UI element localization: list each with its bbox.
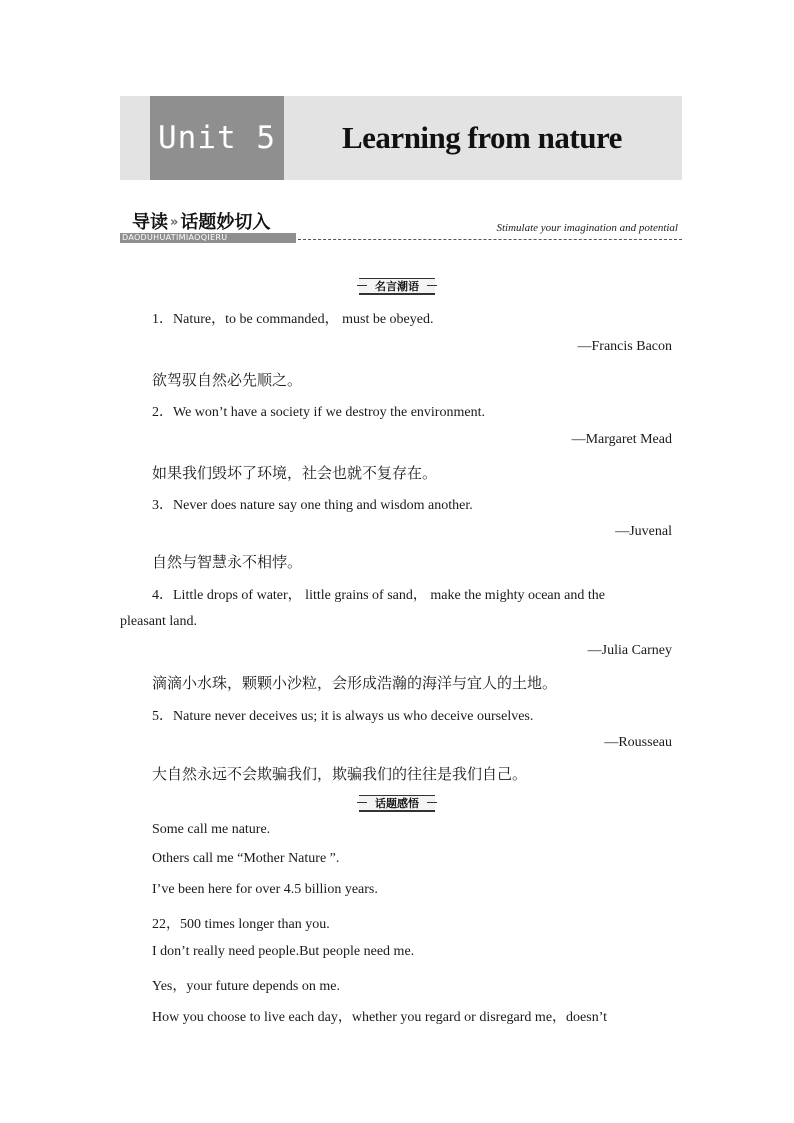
unit-number: Unit 5 [158,120,276,156]
quote-2-cn: 如果我们毁坏了环境，社会也就不复存在。 [152,464,438,482]
quote-1-cn: 欲驾驭自然必先顺之。 [152,371,303,389]
quote-3-author: —Juvenal [615,524,672,539]
quote-4-en: 4．Little drops of water， little grains of sand， make the mighty ocean and the [152,588,605,603]
poem-line-2: Others call me “Mother Nature ”. [152,851,340,866]
quote-1-en: 1．Nature，to be commanded， must be obeyed. [152,312,434,327]
section-pinyin: DAODUHUATIMIAOQIERU [120,233,296,243]
quote-5-cn: 大自然永远不会欺骗我们，欺骗我们的往往是我们自己。 [152,765,528,783]
quote-5-en: 5．Nature never deceives us; it is always us who deceive ourselves. [152,709,534,724]
unit-banner [120,96,682,180]
section-title [132,208,270,234]
quote-4-cn: 滴滴小水珠，颗颗小沙粒，会形成浩瀚的海洋与宜人的土地。 [152,674,558,692]
insight-label-text: 话题感悟 [359,795,435,812]
quote-3-cn: 自然与智慧永不相悖。 [152,553,303,571]
quote-2-author: —Margaret Mead [571,432,672,447]
poem-line-3: I’ve been here for over 4.5 billion years. [152,882,378,897]
quote-5-author: —Rousseau [604,735,672,750]
section-header [120,208,682,248]
unit-title: Learning from nature [342,120,622,155]
poem-line-4: 22，500 times longer than you. [152,917,330,932]
quote-1-author: —Francis Bacon [577,339,672,354]
quotes-label-text: 名言潮语 [359,278,435,295]
section-tagline: Stimulate your imagination and potential [496,222,678,234]
poem-line-6: Yes，your future depends on me. [152,979,340,994]
quote-4-author: —Julia Carney [587,643,672,658]
poem-line-7: How you choose to live each day，whether you regard or disregard me，doesn’t [152,1010,607,1025]
insight-label [0,794,794,812]
quote-2-en: 2．We won’t have a society if we destroy the environment. [152,405,485,420]
poem-line-1: Some call me nature. [152,822,271,837]
quote-3-en: 3．Never does nature say one thing and wisdom another. [152,498,473,513]
double-arrow-icon: » [170,215,179,230]
section-subtitle: 话题妙切入 [180,212,271,233]
poem-line-5: I don’t really need people.But people need me. [152,944,415,959]
quote-4-en-continued: pleasant land. [120,614,197,629]
section-title-main: 导读 [132,212,168,233]
quotes-label [0,277,794,295]
unit-number-box [150,96,284,180]
dashed-divider [298,239,682,240]
